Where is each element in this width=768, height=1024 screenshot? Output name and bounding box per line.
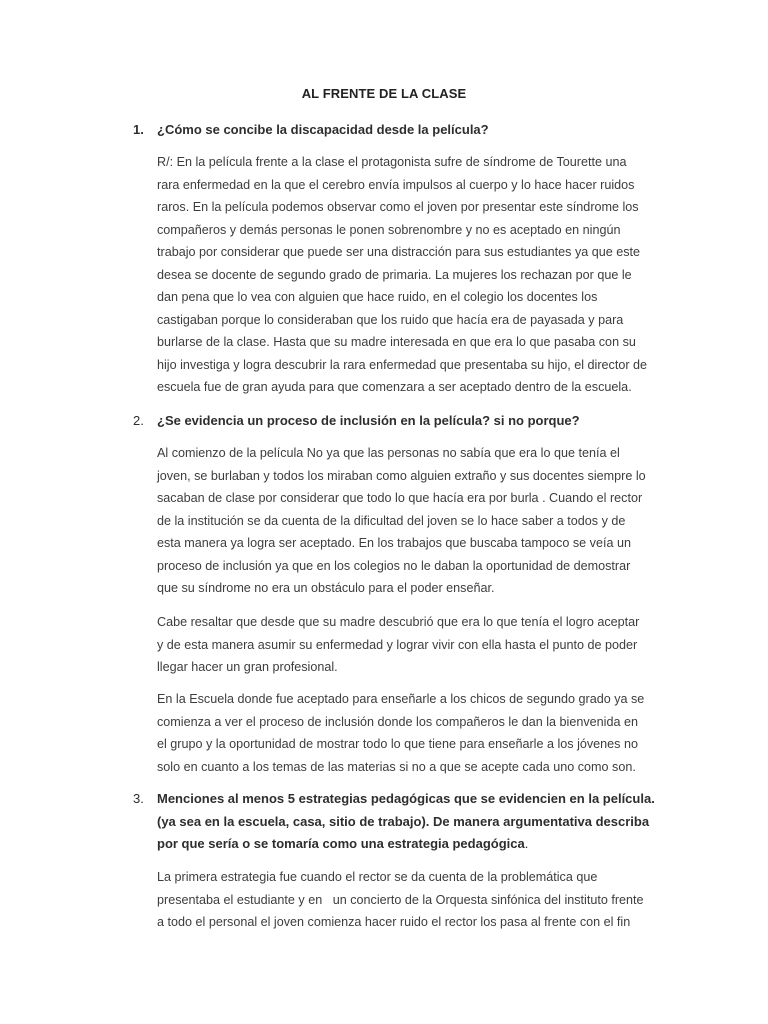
text-line: el grupo y la oportunidad de mostrar todo lo que tiene para enseñarle a los jóvenes no [157,737,638,751]
text-line: castigaban porque lo consideraban que los ruido que hacía era de payasada y para [157,312,624,327]
answer-3-paragraph [157,866,667,934]
text-line: La primera estrategia fue cuando el rector se da cuenta de la problemática que [157,870,598,884]
question-number: 3. [133,791,144,806]
text-line: compañeros y demás personas le ponen sobrenombre y no es aceptado en ningún [157,222,621,237]
document-title: AL FRENTE DE LA CLASE [301,86,467,101]
answer-2-paragraph-1 [157,442,667,600]
text-line: de la institución se da cuenta de la dificultad del joven se lo hace saber a todos y de [157,513,626,528]
text-line: R/: En la película frente a la clase el protagonista sufre de síndrome de Tourette una [157,155,627,169]
question-number: 1. [133,122,144,137]
question-text: ¿Cómo se concibe la discapacidad desde la película? [157,122,489,137]
text-line: dan pena que lo vea con alguien que hace ruido, en el colegio los docentes los [157,290,598,304]
text-line: que su síndrome no era un obstáculo para el poder enseñar. [157,581,495,595]
question-text [157,788,667,856]
question-number: 2. [133,413,144,428]
question-line: (ya sea en la escuela, casa, sitio de trabajo). De manera argumentativa describa [157,813,650,829]
question-period: . [524,836,529,851]
text-line: burlarse de la clase. Hasta que su madre interesada en que era lo que pasaba con su [157,335,636,349]
question-line: por que sería o se tomaría como una estrategia pedagógica [157,836,525,851]
text-line: Al comienzo de la película No ya que las personas no sabía que era lo que tenía el [157,446,620,460]
text-line: Cabe resaltar que desde que su madre descubrió que era lo que tenía el logro aceptar [157,615,640,629]
text-line: raros. En la película podemos observar como el joven por presentar este síndrome los [157,200,639,214]
question-line-last [157,833,667,856]
text-line: proceso de inclusión ya que en los colegios no le daban la oportunidad de demostrar [157,558,631,573]
text-line: comienza a ver el proceso de inclusión donde los compañeros le dan la bienvenida en [157,714,638,729]
text-line: joven, se burlaban y todos los miraban como alguien extraño y sus docentes siempre lo [157,468,646,483]
text-line: escuela fue de gran ayuda para que comenzara a ser aceptado dentro de la escuela. [157,380,632,394]
text-line: esta manera ya logra ser aceptado. En los trabajos que buscaba tampoco se veía un [157,536,631,550]
answer-1-paragraph [157,151,667,399]
text-line: rara enfermedad en la que el cerebro envía impulsos al cuerpo y lo hace hacer ruidos [157,177,635,192]
answer-2-paragraph-2 [157,611,667,679]
text-line: desea se docente de segundo grado de primaria. La mujeres los rechazan por que le [157,267,632,282]
text-line: hijo investiga y logra descubrir la rara enfermedad que presentaba su hijo, el director de [157,357,648,372]
text-line: sacaban de clase por considerar que todo lo que hacía era por burla . Cuando el rector [157,491,643,505]
text-line: presentaba el estudiante y en un concierto de la Orquesta sinfónica del instituto frente [157,892,644,907]
text-line: En la Escuela donde fue aceptado para enseñarle a los chicos de segundo grado ya se [157,692,645,706]
question-text: ¿Se evidencia un proceso de inclusión en la película? si no porque? [157,413,580,428]
text-line: trabajo por considerar que puede ser una distracción para sus estudiantes ya que este [157,245,641,259]
text-line: a todo el personal el joven comienza hacer ruido el rector los pasa al frente con el fin [157,915,631,929]
text-line: y de esta manera asumir su enfermedad y lograr vivir con ella hasta el punto de poder [157,637,638,652]
answer-2-paragraph-3 [157,688,667,778]
question-line: Menciones al menos 5 estrategias pedagógicas que se evidencien en la película. [157,791,655,806]
text-line: solo en cuanto a los temas de las materias si no a que se acepte cada uno como son. [157,759,636,774]
text-line: llegar hacer un gran profesional. [157,660,338,674]
